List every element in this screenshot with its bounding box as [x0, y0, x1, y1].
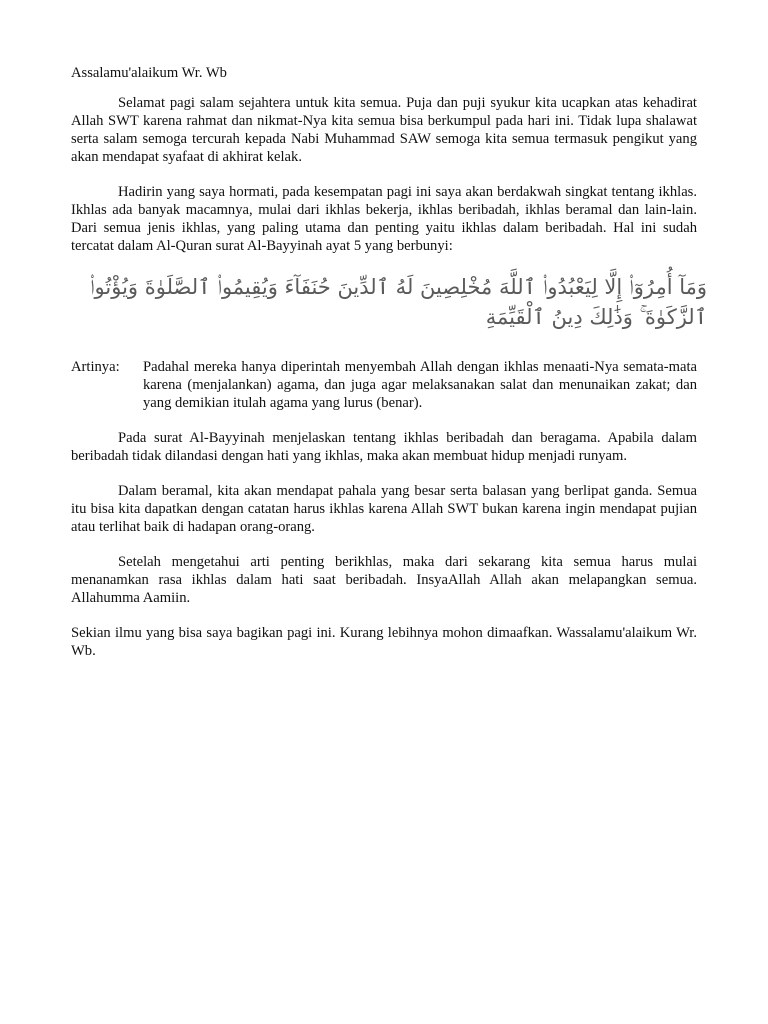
paragraph-charity: Dalam beramal, kita akan mendapat pahala yang besar serta balasan yang berlipat ganda. Semua itu bisa kita dapatkan dengan catatan harus ikhlas karena Allah SWT bukan karena ingin mendapat pujian atau terlihat baik di hadapan orang-orang.: [71, 483, 697, 535]
paragraph-explanation: Pada surat Al-Bayyinah menjelaskan tentang ikhlas beribadah dan beragama. Apabila dalam beribadah tidak dilandasi dengan hati yang ikhlas, maka akan membuat hidup menjadi runyam.: [71, 430, 697, 464]
paragraph-opening: Selamat pagi salam sejahtera untuk kita semua. Puja dan puji syukur kita ucapkan atas kehadirat Allah SWT karena rahmat dan nikmat-Nya kita semua bisa berkumpul pada hari ini. Tidak lupa shalawat serta salam semoga tercurah kepada Nabi Muhammad SAW semoga kita semua termasuk pengikut yang akan mendapat syafaat di akhirat kelak.: [71, 95, 697, 165]
translation-label: Artinya:: [71, 359, 120, 375]
paragraph-farewell: Sekian ilmu yang bisa saya bagikan pagi ini. Kurang lebihnya mohon dimaafkan. Wassalamu'alaikum Wr. Wb.: [71, 625, 697, 659]
document-page: [71, 64, 707, 677]
greeting: Assalamu'alaikum Wr. Wb: [71, 65, 227, 81]
arabic-verse: وَمَآ أُمِرُوٓا۟ إِلَّا لِيَعْبُدُوا۟ ٱللَّهَ مُخْلِصِينَ لَهُ ٱلدِّينَ حُنَفَآءَ وَيُقِيمُوا۟ ٱلصَّلَوٰةَ وَيُؤْتُوا۟ ٱلزَّكَوٰةَ ۚ وَذَٰلِكَ دِينُ ٱلْقَيِّمَةِ: [89, 275, 707, 329]
translation-block: [71, 358, 697, 412]
paragraph-conclusion: Setelah mengetahui arti penting berikhlas, maka dari sekarang kita semua harus mulai menanamkan rasa ikhlas dalam hati saat beribadah. InsyaAllah Allah akan melapangkan semua. Allahumma Aamiin.: [71, 554, 697, 606]
translation-text: Padahal mereka hanya diperintah menyembah Allah dengan ikhlas menaati-Nya semata-mata karena (menjalankan) agama, dan juga agar melaksanakan salat dan menunaikan zakat; dan yang demikian itulah agama yang lurus (benar).: [143, 359, 697, 411]
paragraph-introduction: Hadirin yang saya hormati, pada kesempatan pagi ini saya akan berdakwah singkat tentang ikhlas. Ikhlas ada banyak macamnya, mulai dari ikhlas bekerja, ikhlas beribadah, ikhlas beramal dan lain-lain. Dari semua jenis ikhlas, yang paling utama dan penting yaitu ikhlas dalam beribadah. Hal ini sudah tercatat dalam Al-Quran surat Al-Bayyinah ayat 5 yang berbunyi:: [71, 184, 697, 254]
